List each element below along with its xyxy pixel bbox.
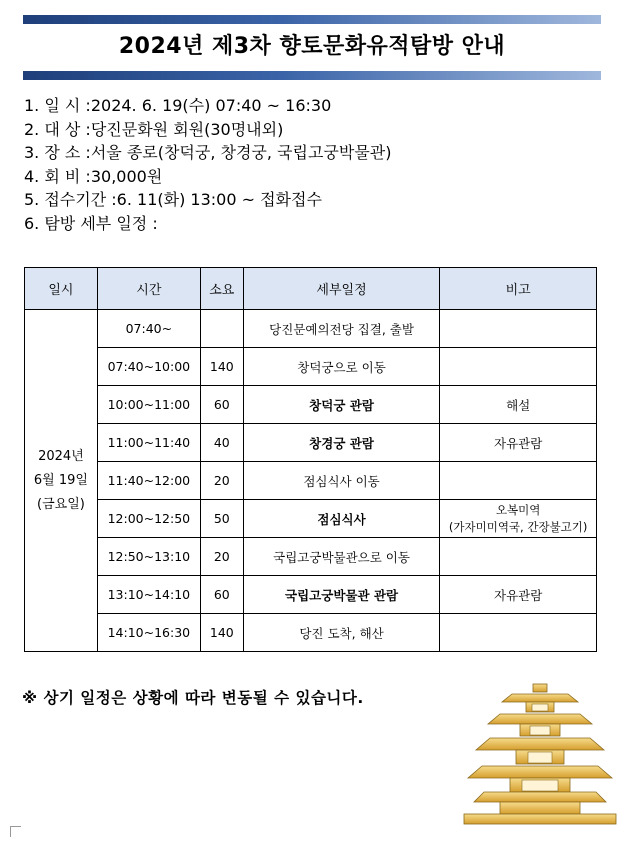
time-cell: 13:10~14:10 (97, 576, 200, 614)
info-value: 서울 종로(창덕궁, 창경궁, 국립고궁박물관) (90, 143, 392, 163)
duration-cell: 40 (200, 424, 243, 462)
note-cell: 해설 (440, 386, 597, 424)
time-cell: 11:00~11:40 (97, 424, 200, 462)
plan-cell: 국립고궁박물관 관람 (243, 576, 440, 614)
table-row (25, 576, 597, 614)
title-bar-top (23, 15, 601, 24)
note-cell (440, 538, 597, 576)
duration-cell: 20 (200, 538, 243, 576)
header-cell: 일시 (25, 268, 98, 310)
note-cell (440, 348, 597, 386)
info-label: 2. 대 상 : (24, 119, 91, 139)
time-cell: 07:40~10:00 (97, 348, 200, 386)
header-cell: 세부일정 (243, 268, 440, 310)
info-label: 1. 일 시 : (24, 96, 91, 115)
info-label: 3. 장 소 : (24, 143, 91, 163)
table-row (25, 310, 597, 348)
duration-cell: 20 (200, 462, 243, 500)
date-line: (금요일) (37, 496, 85, 512)
plan-cell: 창덕궁으로 이동 (243, 348, 440, 386)
corner-mark (10, 826, 21, 837)
note-cell: 오복미역 (가자미미역국, 간장불고기) (440, 500, 597, 538)
plan-cell: 당진문예의전당 집결, 출발 (243, 310, 440, 348)
title-banner (23, 15, 601, 85)
info-schedule-heading (24, 212, 604, 236)
time-cell: 11:40~12:00 (97, 462, 200, 500)
duration-cell: 50 (200, 500, 243, 538)
duration-cell: 140 (200, 614, 243, 652)
table-row (25, 348, 597, 386)
info-value: 30,000원 (90, 166, 163, 186)
date-line: 6월 19일 (33, 472, 88, 488)
info-value: 2024. 6. 19(수) 07:40 ~ 16:30 (90, 96, 332, 115)
duration-cell: 60 (200, 576, 243, 614)
time-cell: 12:50~13:10 (97, 538, 200, 576)
duration-cell: 140 (200, 348, 243, 386)
note-cell: 자유관람 (440, 576, 597, 614)
info-list (24, 94, 604, 236)
table-row (25, 614, 597, 652)
table-row (25, 386, 597, 424)
footer-note: ※ 상기 일정은 상황에 따라 변동될 수 있습니다. (22, 689, 364, 707)
info-value: 6. 11(화) 13:00 ~ 접화접수 (116, 190, 322, 210)
plan-cell: 창경궁 관람 (243, 424, 440, 462)
plan-cell: 당진 도착, 해산 (243, 614, 440, 652)
pagoda-illustration (460, 680, 620, 830)
info-place (24, 141, 604, 165)
header-cell: 소요 (200, 268, 243, 310)
header-cell: 시간 (97, 268, 200, 310)
time-cell: 14:10~16:30 (97, 614, 200, 652)
info-value: 당진문화원 회원(30명내외) (90, 119, 284, 139)
date-cell (25, 310, 98, 652)
note-cell: 자유관람 (440, 424, 597, 462)
page-title: 2024년 제3차 향토문화유적탐방 안내 (118, 34, 506, 59)
plan-cell: 점심식사 이동 (243, 462, 440, 500)
table-row (25, 500, 597, 538)
info-label: 6. 탐방 세부 일정 : (24, 213, 158, 233)
time-cell: 10:00~11:00 (97, 386, 200, 424)
info-date (24, 94, 604, 118)
plan-cell: 점심식사 (243, 500, 440, 538)
plan-cell: 국립고궁박물관으로 이동 (243, 538, 440, 576)
note-cell (440, 310, 597, 348)
table-row (25, 424, 597, 462)
time-cell: 12:00~12:50 (97, 500, 200, 538)
duration-cell (200, 310, 243, 348)
table-row (25, 538, 597, 576)
table-row (25, 462, 597, 500)
info-label: 4. 회 비 : (24, 166, 91, 186)
plan-cell: 창덕궁 관람 (243, 386, 440, 424)
info-period (24, 188, 604, 212)
info-fee (24, 165, 604, 189)
time-cell: 07:40~ (97, 310, 200, 348)
table-header-row (25, 268, 597, 310)
note-cell (440, 462, 597, 500)
date-line: 2024년 (38, 448, 84, 464)
title-bar-bottom (23, 71, 601, 80)
info-target (24, 118, 604, 142)
info-label: 5. 접수기간 : (24, 190, 117, 210)
schedule-table (24, 267, 597, 652)
duration-cell: 60 (200, 386, 243, 424)
header-cell: 비고 (440, 268, 597, 310)
note-cell (440, 614, 597, 652)
